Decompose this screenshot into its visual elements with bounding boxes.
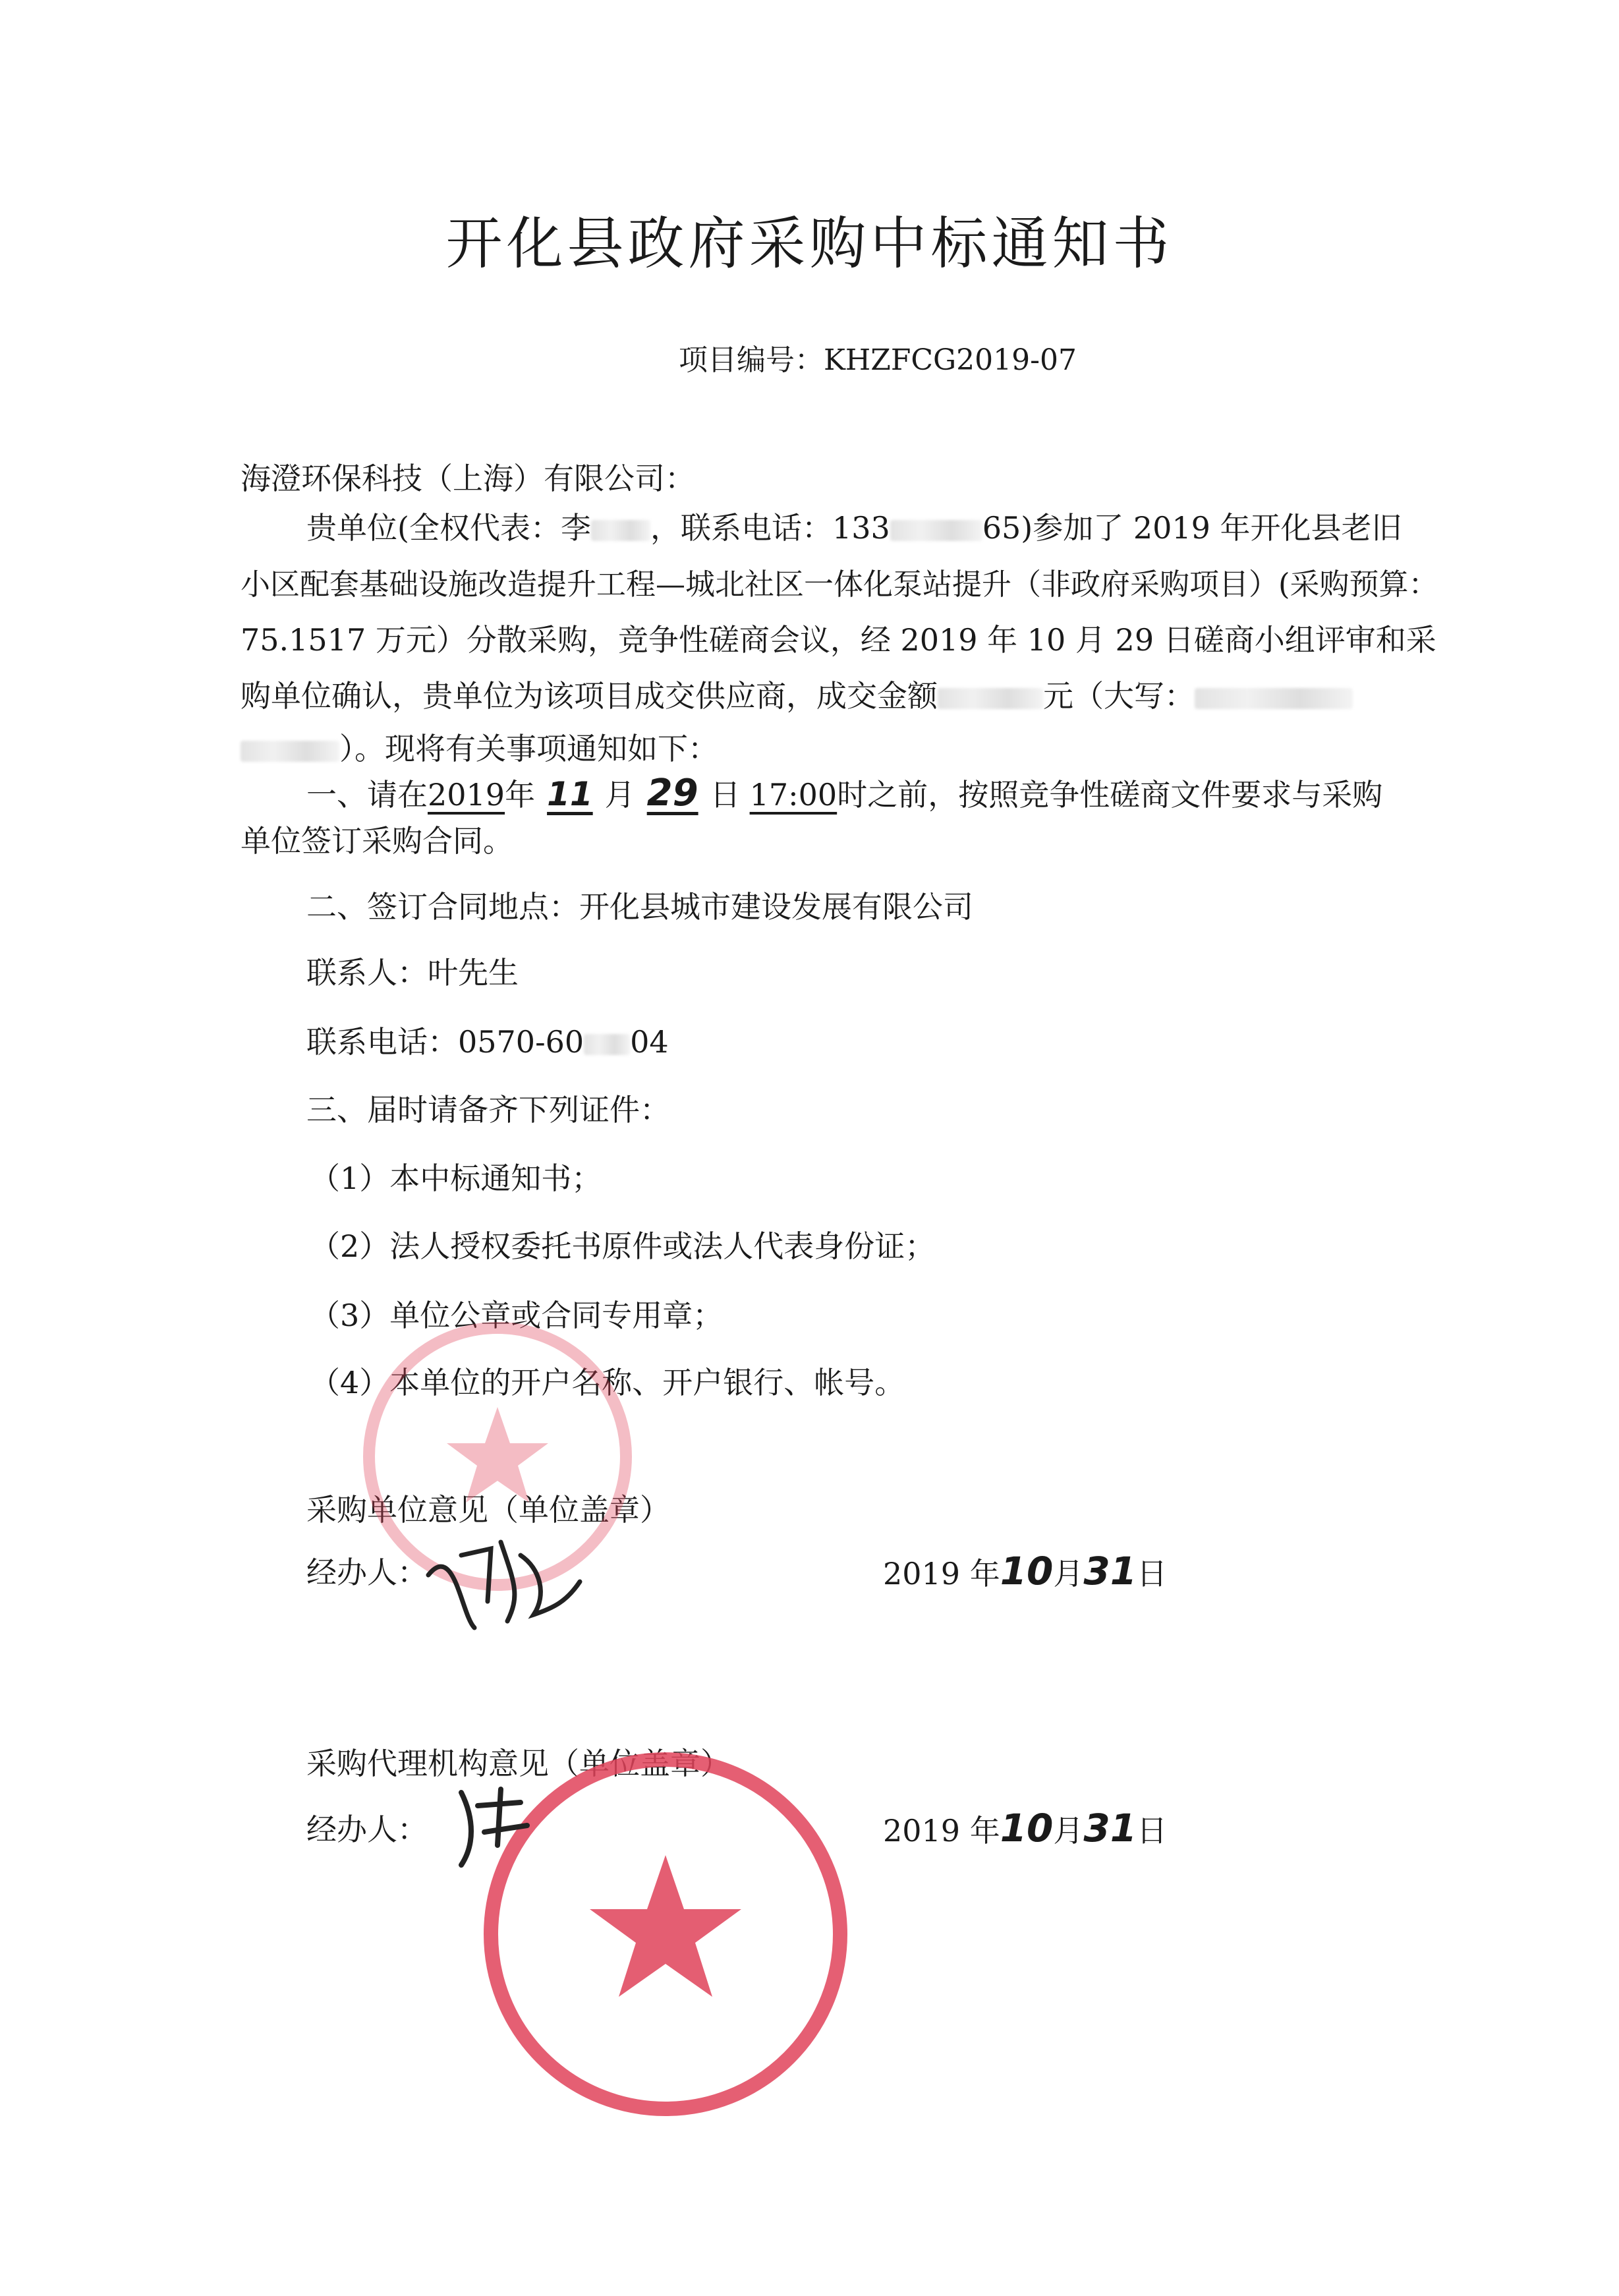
item-2: 二、签订合同地点：开化县城市建设发展有限公司 xyxy=(306,889,973,925)
doc-item-2: （2）法人授权委托书原件或法人代表身份证； xyxy=(310,1228,936,1264)
item-1-prefix: 一、请在 xyxy=(306,777,428,813)
purchaser-opinion-label: 采购单位意见（单位盖章） xyxy=(306,1492,670,1528)
body-line-4b: 元（大写： xyxy=(1043,678,1195,714)
item-1-suffix: 时之前，按照竞争性磋商文件要求与采购 xyxy=(837,777,1383,813)
body-line-4a: 购单位确认，贵单位为该项目成交供应商，成交金额 xyxy=(241,678,938,714)
purchaser-handler-label: 经办人： xyxy=(306,1555,428,1590)
contact-person: 联系人：叶先生 xyxy=(306,955,519,990)
upper-seal xyxy=(369,1328,626,1585)
deadline-year: 2019 xyxy=(428,777,505,813)
purchaser-date-month-unit: 月 xyxy=(1053,1556,1084,1592)
lower-seal xyxy=(491,1760,840,2109)
contact-phone-a: 联系电话：0570-60 xyxy=(306,1024,584,1060)
agency-date-day: 31 xyxy=(1083,1806,1137,1851)
page-title: 开化县政府采购中标通知书 xyxy=(445,211,1174,277)
purchaser-date-day: 31 xyxy=(1083,1549,1137,1593)
agency-opinion-label: 采购代理机构意见（单位盖章） xyxy=(306,1746,731,1781)
body-line-1b: ，联系电话：133 xyxy=(650,510,890,546)
deadline-day: 29 xyxy=(646,772,698,815)
agency-date-month-unit: 月 xyxy=(1053,1813,1084,1849)
doc-item-3: （3）单位公章或合同专用章； xyxy=(310,1298,724,1333)
agency-date-day-unit: 日 xyxy=(1137,1813,1168,1849)
item-1-line-2: 单位签订采购合同。 xyxy=(241,823,513,859)
project-number: 项目编号：KHZFCG2019-07 xyxy=(679,343,1077,377)
deadline-month-unit: 月 xyxy=(604,777,635,813)
item-3: 三、届时请备齐下列证件： xyxy=(306,1092,670,1128)
purchaser-date-day-unit: 日 xyxy=(1137,1556,1168,1592)
doc-item-4: （4）本单位的开户名称、开户银行、帐号。 xyxy=(310,1365,905,1400)
body-line-3: 75.1517 万元）分散采购，竞争性磋商会议，经 2019 年 10 月 29 日磋商小组评审和采 xyxy=(241,622,1436,658)
body-line-5b: ）。现将有关事项通知如下： xyxy=(339,731,718,766)
agency-date-year: 2019 年 xyxy=(883,1813,1000,1849)
deadline-year-unit: 年 xyxy=(505,777,536,813)
purchaser-date-year: 2019 年 xyxy=(883,1556,1000,1592)
agency-handler-label: 经办人： xyxy=(306,1812,428,1847)
doc-item-1: （1）本中标通知书； xyxy=(310,1161,602,1196)
deadline-time: 17:00 xyxy=(749,777,838,813)
body-line-2: 小区配套基础设施改造提升工程—城北社区一体化泵站提升（非政府采购项目）(采购预算： xyxy=(241,567,1438,602)
contact-phone-b: 04 xyxy=(630,1024,669,1060)
deadline-day-unit: 日 xyxy=(710,777,741,813)
body-line-1c: 65)参加了 2019 年开化县老旧 xyxy=(982,510,1402,546)
deadline-month: 11 xyxy=(547,775,593,813)
purchaser-date-month: 10 xyxy=(1000,1549,1054,1593)
recipient-name: 海澄环保科技（上海）有限公司： xyxy=(241,461,695,496)
agency-date-month: 10 xyxy=(1000,1806,1054,1851)
body-line-1a: 贵单位(全权代表：李 xyxy=(306,510,591,546)
